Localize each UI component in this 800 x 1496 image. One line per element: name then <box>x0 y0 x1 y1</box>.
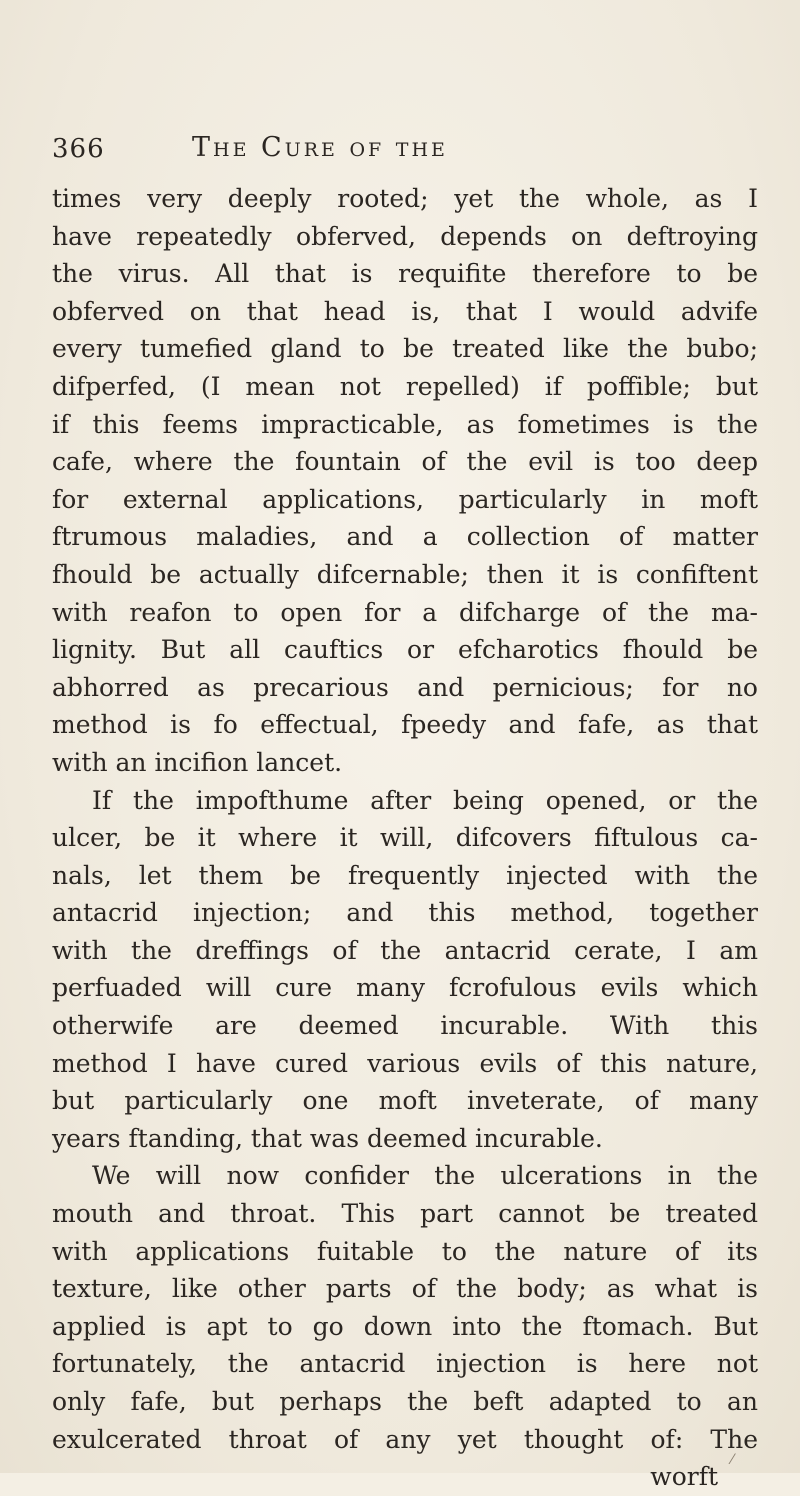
text-line: with reafon to open for a difcharge of the ma- <box>52 597 758 627</box>
paragraph-start-line: If the impofthume after being opened, or the <box>92 785 758 815</box>
text-line: difperfed, (I mean not repelled) if poffible; but <box>52 371 758 401</box>
text-line: fortunately, the antacrid injection is here not <box>52 1349 758 1379</box>
paragraph-start-line: We will now confider the ulcerations in the <box>92 1161 758 1191</box>
text-line: ftrumous maladies, and a collection of matter <box>52 522 758 552</box>
text-line: the virus. All that is requifite therefore to be <box>52 259 758 289</box>
text-line: method is fo effectual, fpeedy and fafe, as that <box>52 710 758 740</box>
text-line: but particularly one moft inveterate, of many <box>52 1086 758 1116</box>
text-line: ulcer, be it where it will, difcovers fiftulous ca- <box>52 823 758 853</box>
page-number: 366 <box>52 134 105 164</box>
text-line: texture, like other parts of the body; as what is <box>52 1274 758 1304</box>
text-line: every tumefied gland to be treated like the bubo; <box>52 334 758 364</box>
text-line: cafe, where the fountain of the evil is too deep <box>52 447 758 477</box>
text-line: method I have cured various evils of this nature, <box>52 1048 758 1078</box>
text-line: perfuaded will cure many fcrofulous evils which <box>52 973 758 1003</box>
text-line: applied is apt to go down into the ftomach. But <box>52 1311 758 1341</box>
catchword: worft <box>650 1462 718 1492</box>
text-line: times very deeply rooted; yet the whole, as I <box>52 184 758 213</box>
stray-mark: ⁄ <box>731 1452 734 1468</box>
text-line: with an incifion lancet. <box>52 747 343 777</box>
text-line: abhorred as precarious and pernicious; for no <box>52 672 758 702</box>
text-line: years ftanding, that was deemed incurable. <box>52 1123 603 1153</box>
text-line: for external applications, particularly in moft <box>52 484 758 514</box>
running-head: The Cure of the <box>192 132 448 163</box>
text-line: with applications fuitable to the nature of its <box>52 1236 758 1266</box>
text-line: otherwife are deemed incurable. With this <box>52 1011 758 1041</box>
text-line: antacrid injection; and this method, together <box>52 898 758 928</box>
text-line: if this feems impracticable, as fometimes is the <box>52 409 758 439</box>
text-line: obferved on that head is, that I would advife <box>52 296 758 326</box>
text-line: exulcerated throat of any yet thought of: The <box>52 1424 758 1454</box>
body-text <box>52 180 758 1496</box>
page-header <box>52 132 752 172</box>
text-line: with the dreffings of the antacrid cerate, I am <box>52 935 758 965</box>
text-line: nals, let them be frequently injected with the <box>52 860 758 890</box>
text-line: mouth and throat. This part cannot be treated <box>52 1199 758 1229</box>
text-line: lignity. But all cauftics or efcharotics fhould be <box>52 635 758 665</box>
text-line: only fafe, but perhaps the beft adapted to an <box>52 1387 758 1416</box>
text-line: fhould be actually difcernable; then it is confiftent <box>52 559 758 589</box>
text-line: have repeatedly obferved, depends on deftroying <box>52 221 758 251</box>
